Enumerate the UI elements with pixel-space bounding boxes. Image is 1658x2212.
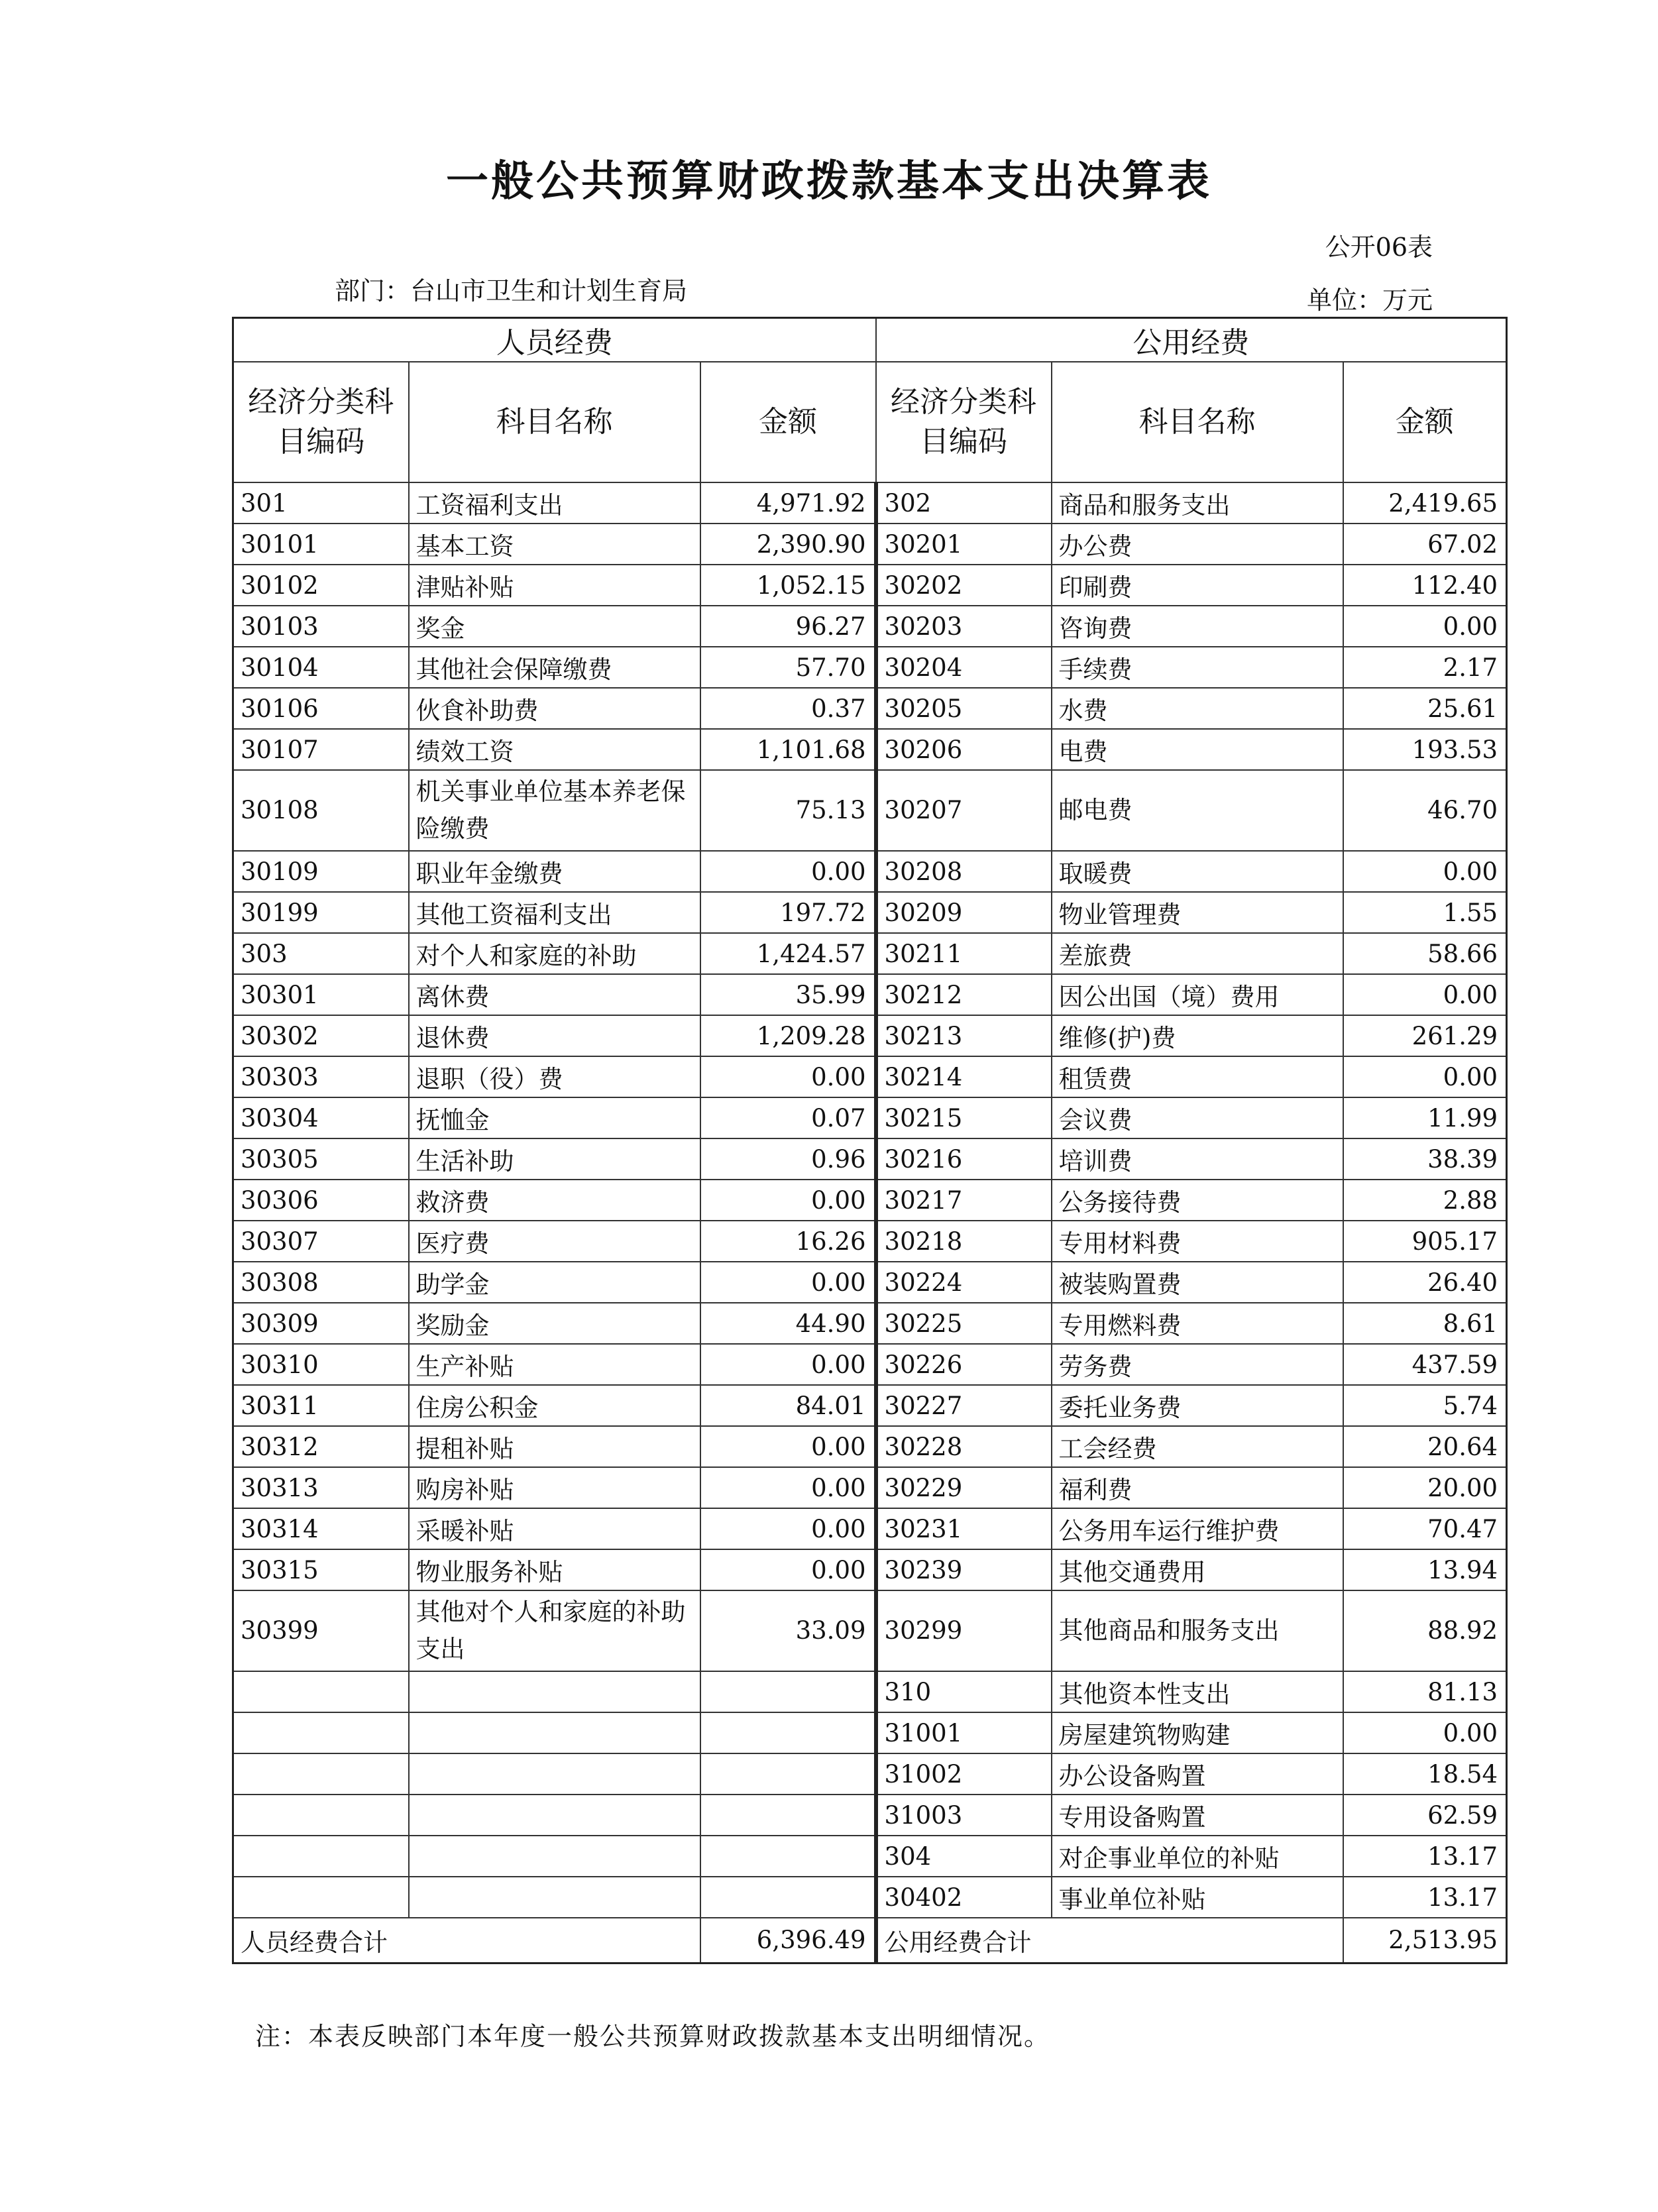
right-name-cell: 福利费 — [1052, 1467, 1343, 1508]
left-code-cell — [233, 1712, 409, 1753]
left-code-cell: 30304 — [233, 1097, 409, 1138]
left-code-cell: 30102 — [233, 565, 409, 606]
right-amount-cell: 67.02 — [1343, 524, 1507, 565]
left-code-cell — [233, 1836, 409, 1877]
left-amount-cell: 0.00 — [700, 1180, 876, 1221]
right-code-cell: 310 — [876, 1671, 1052, 1712]
footnote: 注：本表反映部门本年度一般公共预算财政拨款基本支出明细情况。 — [255, 2022, 1051, 2051]
left-name-cell — [409, 1795, 700, 1836]
right-amount-cell: 25.61 — [1343, 688, 1507, 729]
right-code-cell: 30215 — [876, 1097, 1052, 1138]
left-name-cell: 奖励金 — [409, 1303, 700, 1344]
table-row — [233, 933, 1507, 974]
right-code-cell: 304 — [876, 1836, 1052, 1877]
right-amount-cell: 26.40 — [1343, 1262, 1507, 1303]
table-row — [233, 770, 1507, 851]
table-row — [233, 729, 1507, 770]
left-amount-cell: 0.37 — [700, 688, 876, 729]
right-amount-cell: 0.00 — [1343, 974, 1507, 1015]
left-code-cell: 30303 — [233, 1056, 409, 1097]
left-code-cell: 30305 — [233, 1138, 409, 1180]
right-code-cell: 30212 — [876, 974, 1052, 1015]
left-amount-cell: 1,209.28 — [700, 1015, 876, 1056]
right-code-cell: 30201 — [876, 524, 1052, 565]
left-amount-cell: 0.00 — [700, 1262, 876, 1303]
left-code-cell: 30109 — [233, 851, 409, 892]
right-name-header: 科目名称 — [1052, 362, 1343, 482]
table-row — [233, 606, 1507, 647]
right-name-cell: 水费 — [1052, 688, 1343, 729]
right-name-cell: 专用设备购置 — [1052, 1795, 1343, 1836]
left-code-cell: 30399 — [233, 1590, 409, 1671]
left-name-cell — [409, 1712, 700, 1753]
left-name-cell: 离休费 — [409, 974, 700, 1015]
left-amount-cell: 33.09 — [700, 1590, 876, 1671]
left-name-cell: 救济费 — [409, 1180, 700, 1221]
right-name-cell: 事业单位补贴 — [1052, 1877, 1343, 1918]
left-code-cell: 30312 — [233, 1426, 409, 1467]
right-code-cell: 30204 — [876, 647, 1052, 688]
left-name-cell: 伙食补助费 — [409, 688, 700, 729]
left-name-cell: 助学金 — [409, 1262, 700, 1303]
right-amount-cell: 1.55 — [1343, 892, 1507, 933]
table-row — [233, 1590, 1507, 1671]
left-amount-cell: 1,101.68 — [700, 729, 876, 770]
right-name-cell: 商品和服务支出 — [1052, 482, 1343, 524]
right-amount-cell: 58.66 — [1343, 933, 1507, 974]
right-name-cell: 电费 — [1052, 729, 1343, 770]
right-code-cell: 30206 — [876, 729, 1052, 770]
right-name-cell: 被装购置费 — [1052, 1262, 1343, 1303]
left-amount-cell: 0.00 — [700, 1344, 876, 1385]
left-amount-cell — [700, 1712, 876, 1753]
right-name-cell: 劳务费 — [1052, 1344, 1343, 1385]
personnel-group-header: 人员经费 — [233, 318, 876, 362]
public-total-amount: 2,513.95 — [1343, 1918, 1507, 1963]
personnel-total-label: 人员经费合计 — [233, 1918, 700, 1963]
right-code-cell: 30224 — [876, 1262, 1052, 1303]
expenditure-table — [232, 317, 1508, 1964]
right-code-cell: 30231 — [876, 1508, 1052, 1549]
right-amount-cell: 38.39 — [1343, 1138, 1507, 1180]
table-row — [233, 1344, 1507, 1385]
left-name-cell: 退休费 — [409, 1015, 700, 1056]
left-name-cell: 其他对个人和家庭的补助支出 — [409, 1590, 700, 1671]
left-name-cell: 抚恤金 — [409, 1097, 700, 1138]
table-row — [233, 1138, 1507, 1180]
right-code-cell: 30207 — [876, 770, 1052, 851]
right-code-cell: 30209 — [876, 892, 1052, 933]
right-name-cell: 工会经费 — [1052, 1426, 1343, 1467]
right-name-cell: 咨询费 — [1052, 606, 1343, 647]
right-name-cell: 委托业务费 — [1052, 1385, 1343, 1426]
right-amount-cell: 20.64 — [1343, 1426, 1507, 1467]
table-row — [233, 1753, 1507, 1795]
right-amount-cell: 18.54 — [1343, 1753, 1507, 1795]
left-name-cell: 其他工资福利支出 — [409, 892, 700, 933]
left-code-cell: 30314 — [233, 1508, 409, 1549]
table-row — [233, 1795, 1507, 1836]
left-amount-cell: 16.26 — [700, 1221, 876, 1262]
left-amount-cell: 1,052.15 — [700, 565, 876, 606]
right-name-cell: 办公费 — [1052, 524, 1343, 565]
table-row — [233, 1385, 1507, 1426]
right-amount-cell: 2,419.65 — [1343, 482, 1507, 524]
table-row — [233, 892, 1507, 933]
left-name-cell: 生产补贴 — [409, 1344, 700, 1385]
page-title: 一般公共预算财政拨款基本支出决算表 — [446, 156, 1212, 206]
left-amount-cell: 1,424.57 — [700, 933, 876, 974]
left-amount-cell: 197.72 — [700, 892, 876, 933]
left-amount-cell — [700, 1795, 876, 1836]
left-name-cell: 退职（役）费 — [409, 1056, 700, 1097]
right-name-cell: 因公出国（境）费用 — [1052, 974, 1343, 1015]
right-amount-cell: 46.70 — [1343, 770, 1507, 851]
table-row — [233, 851, 1507, 892]
right-amount-cell: 2.17 — [1343, 647, 1507, 688]
left-code-cell: 30101 — [233, 524, 409, 565]
right-code-cell: 30228 — [876, 1426, 1052, 1467]
right-amount-cell: 13.17 — [1343, 1877, 1507, 1918]
left-name-cell: 住房公积金 — [409, 1385, 700, 1426]
table-row — [233, 1056, 1507, 1097]
right-amount-cell: 261.29 — [1343, 1015, 1507, 1056]
right-amount-cell: 0.00 — [1343, 1056, 1507, 1097]
right-name-cell: 房屋建筑物购建 — [1052, 1712, 1343, 1753]
right-amount-cell: 13.94 — [1343, 1549, 1507, 1590]
left-code-cell: 30310 — [233, 1344, 409, 1385]
left-name-cell — [409, 1877, 700, 1918]
right-name-cell: 取暖费 — [1052, 851, 1343, 892]
left-code-cell: 30199 — [233, 892, 409, 933]
left-name-cell: 绩效工资 — [409, 729, 700, 770]
right-amount-cell: 193.53 — [1343, 729, 1507, 770]
right-code-cell: 302 — [876, 482, 1052, 524]
left-amount-cell: 0.00 — [700, 1426, 876, 1467]
left-code-cell — [233, 1671, 409, 1712]
left-name-cell: 工资福利支出 — [409, 482, 700, 524]
left-code-cell: 30309 — [233, 1303, 409, 1344]
table-body — [233, 482, 1507, 1918]
right-code-cell: 30213 — [876, 1015, 1052, 1056]
table-row — [233, 974, 1507, 1015]
right-name-cell: 培训费 — [1052, 1138, 1343, 1180]
left-amount-cell — [700, 1836, 876, 1877]
table-row — [233, 565, 1507, 606]
right-amount-cell: 62.59 — [1343, 1795, 1507, 1836]
right-code-header: 经济分类科目编码 — [876, 362, 1052, 482]
unit-label: 单位：万元 — [1306, 286, 1433, 315]
right-name-cell: 其他交通费用 — [1052, 1549, 1343, 1590]
right-code-cell: 30218 — [876, 1221, 1052, 1262]
right-amount-cell: 905.17 — [1343, 1221, 1507, 1262]
public-total-label: 公用经费合计 — [876, 1918, 1343, 1963]
left-code-cell — [233, 1753, 409, 1795]
right-name-cell: 公务用车运行维护费 — [1052, 1508, 1343, 1549]
table-row — [233, 1836, 1507, 1877]
right-amount-header: 金额 — [1343, 362, 1507, 482]
right-code-cell: 30229 — [876, 1467, 1052, 1508]
table-row — [233, 1097, 1507, 1138]
right-code-cell: 30402 — [876, 1877, 1052, 1918]
table-row — [233, 524, 1507, 565]
right-name-cell: 租赁费 — [1052, 1056, 1343, 1097]
left-amount-cell: 84.01 — [700, 1385, 876, 1426]
right-amount-cell: 2.88 — [1343, 1180, 1507, 1221]
right-code-cell: 30205 — [876, 688, 1052, 729]
table-row — [233, 1221, 1507, 1262]
left-name-cell: 购房补贴 — [409, 1467, 700, 1508]
right-code-cell: 30203 — [876, 606, 1052, 647]
left-name-cell: 物业服务补贴 — [409, 1549, 700, 1590]
department-label: 部门：台山市卫生和计划生育局 — [335, 276, 688, 305]
left-name-cell — [409, 1671, 700, 1712]
left-code-cell: 30106 — [233, 688, 409, 729]
right-code-cell: 30208 — [876, 851, 1052, 892]
personnel-total-amount: 6,396.49 — [700, 1918, 876, 1963]
table-row — [233, 688, 1507, 729]
left-code-cell — [233, 1795, 409, 1836]
right-amount-cell: 5.74 — [1343, 1385, 1507, 1426]
right-name-cell: 其他商品和服务支出 — [1052, 1590, 1343, 1671]
right-amount-cell: 70.47 — [1343, 1508, 1507, 1549]
right-amount-cell: 0.00 — [1343, 1712, 1507, 1753]
right-code-cell: 31001 — [876, 1712, 1052, 1753]
left-code-cell: 30308 — [233, 1262, 409, 1303]
left-code-cell: 30313 — [233, 1467, 409, 1508]
right-amount-cell: 13.17 — [1343, 1836, 1507, 1877]
table-row — [233, 647, 1507, 688]
right-amount-cell: 11.99 — [1343, 1097, 1507, 1138]
left-name-cell: 奖金 — [409, 606, 700, 647]
table-row — [233, 1508, 1507, 1549]
table-row — [233, 1671, 1507, 1712]
right-name-cell: 维修(护)费 — [1052, 1015, 1343, 1056]
left-name-cell: 医疗费 — [409, 1221, 700, 1262]
right-code-cell: 30217 — [876, 1180, 1052, 1221]
right-amount-cell: 112.40 — [1343, 565, 1507, 606]
left-code-cell: 30103 — [233, 606, 409, 647]
left-amount-cell: 75.13 — [700, 770, 876, 851]
table-row — [233, 1180, 1507, 1221]
right-amount-cell: 81.13 — [1343, 1671, 1507, 1712]
left-amount-cell: 0.00 — [700, 1467, 876, 1508]
left-amount-cell — [700, 1753, 876, 1795]
left-code-cell: 30306 — [233, 1180, 409, 1221]
right-name-cell: 办公设备购置 — [1052, 1753, 1343, 1795]
left-amount-cell: 2,390.90 — [700, 524, 876, 565]
right-name-cell: 对企事业单位的补贴 — [1052, 1836, 1343, 1877]
right-amount-cell: 88.92 — [1343, 1590, 1507, 1671]
left-code-cell: 30108 — [233, 770, 409, 851]
table-row — [233, 1262, 1507, 1303]
left-amount-cell: 0.00 — [700, 851, 876, 892]
table-row — [233, 1015, 1507, 1056]
left-amount-cell: 4,971.92 — [700, 482, 876, 524]
right-amount-cell: 0.00 — [1343, 851, 1507, 892]
right-name-cell: 物业管理费 — [1052, 892, 1343, 933]
right-name-cell: 差旅费 — [1052, 933, 1343, 974]
left-code-cell: 30107 — [233, 729, 409, 770]
right-amount-cell: 8.61 — [1343, 1303, 1507, 1344]
table-row — [233, 1712, 1507, 1753]
totals-row — [233, 1918, 1507, 1963]
left-amount-cell: 0.00 — [700, 1549, 876, 1590]
right-name-cell: 其他资本性支出 — [1052, 1671, 1343, 1712]
left-code-cell: 303 — [233, 933, 409, 974]
left-name-cell — [409, 1753, 700, 1795]
right-code-cell: 30202 — [876, 565, 1052, 606]
table-row — [233, 1426, 1507, 1467]
left-code-cell — [233, 1877, 409, 1918]
left-amount-cell: 0.96 — [700, 1138, 876, 1180]
right-amount-cell: 0.00 — [1343, 606, 1507, 647]
left-name-cell: 采暖补贴 — [409, 1508, 700, 1549]
left-amount-cell — [700, 1877, 876, 1918]
left-code-cell: 30315 — [233, 1549, 409, 1590]
table-row — [233, 1303, 1507, 1344]
table-row — [233, 1549, 1507, 1590]
right-code-cell: 30226 — [876, 1344, 1052, 1385]
right-code-cell: 31002 — [876, 1753, 1052, 1795]
left-amount-cell: 0.07 — [700, 1097, 876, 1138]
right-code-cell: 30216 — [876, 1138, 1052, 1180]
public-group-header: 公用经费 — [876, 318, 1507, 362]
right-amount-cell: 20.00 — [1343, 1467, 1507, 1508]
left-name-cell: 对个人和家庭的补助 — [409, 933, 700, 974]
left-amount-cell: 44.90 — [700, 1303, 876, 1344]
form-number: 公开06表 — [1325, 233, 1433, 262]
left-amount-cell: 0.00 — [700, 1056, 876, 1097]
left-code-cell: 30311 — [233, 1385, 409, 1426]
left-amount-cell: 96.27 — [700, 606, 876, 647]
right-code-cell: 30227 — [876, 1385, 1052, 1426]
right-name-cell: 手续费 — [1052, 647, 1343, 688]
left-name-cell: 津贴补贴 — [409, 565, 700, 606]
right-name-cell: 专用燃料费 — [1052, 1303, 1343, 1344]
right-name-cell: 专用材料费 — [1052, 1221, 1343, 1262]
left-amount-cell: 0.00 — [700, 1508, 876, 1549]
left-amount-cell — [700, 1671, 876, 1712]
left-name-cell: 机关事业单位基本养老保险缴费 — [409, 770, 700, 851]
right-code-cell: 30299 — [876, 1590, 1052, 1671]
right-code-cell: 30211 — [876, 933, 1052, 974]
left-code-cell: 301 — [233, 482, 409, 524]
table-row — [233, 482, 1507, 524]
right-code-cell: 31003 — [876, 1795, 1052, 1836]
right-code-cell: 30225 — [876, 1303, 1052, 1344]
left-name-cell: 职业年金缴费 — [409, 851, 700, 892]
right-code-cell: 30214 — [876, 1056, 1052, 1097]
left-name-cell: 其他社会保障缴费 — [409, 647, 700, 688]
right-amount-cell: 437.59 — [1343, 1344, 1507, 1385]
left-code-cell: 30307 — [233, 1221, 409, 1262]
left-code-cell: 30301 — [233, 974, 409, 1015]
table-row — [233, 1467, 1507, 1508]
left-name-header: 科目名称 — [409, 362, 700, 482]
left-name-cell: 基本工资 — [409, 524, 700, 565]
left-code-header: 经济分类科目编码 — [233, 362, 409, 482]
left-name-cell: 生活补助 — [409, 1138, 700, 1180]
left-amount-header: 金额 — [700, 362, 876, 482]
left-amount-cell: 35.99 — [700, 974, 876, 1015]
right-code-cell: 30239 — [876, 1549, 1052, 1590]
left-name-cell: 提租补贴 — [409, 1426, 700, 1467]
table-row — [233, 1877, 1507, 1918]
right-name-cell: 公务接待费 — [1052, 1180, 1343, 1221]
left-code-cell: 30104 — [233, 647, 409, 688]
right-name-cell: 邮电费 — [1052, 770, 1343, 851]
right-name-cell: 印刷费 — [1052, 565, 1343, 606]
left-amount-cell: 57.70 — [700, 647, 876, 688]
left-name-cell — [409, 1836, 700, 1877]
right-name-cell: 会议费 — [1052, 1097, 1343, 1138]
left-code-cell: 30302 — [233, 1015, 409, 1056]
